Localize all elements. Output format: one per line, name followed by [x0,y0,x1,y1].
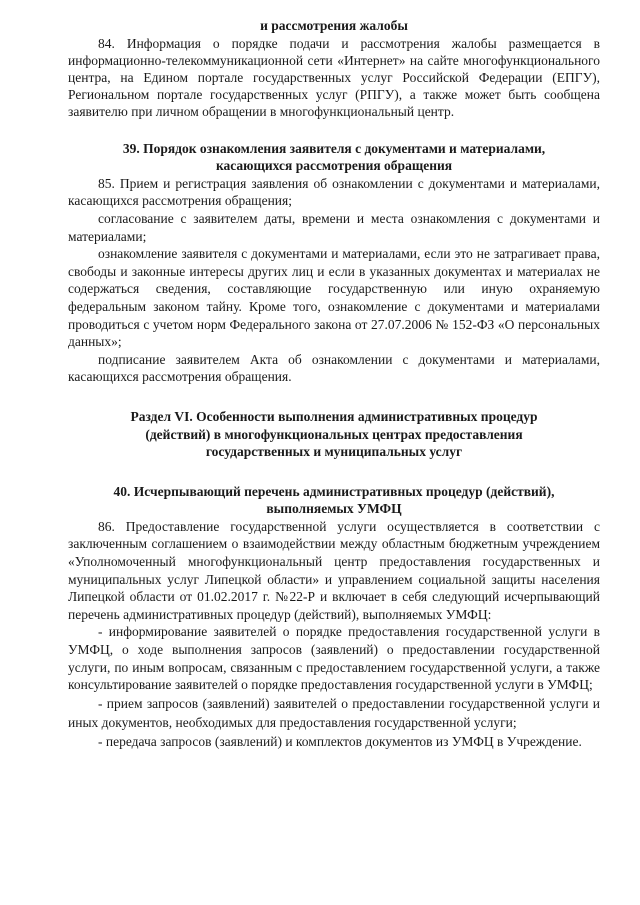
section-40-title-line-2: выполняемых УМФЦ [266,501,402,517]
section-40 [68,483,600,751]
paragraph-86: 86. Предоставление государственной услуги осуществляется в соответствии с заключенным соглашением о взаимодействии между областным бюджетным учреждением «Уполномоченный многофункциональный центр предоставления государственных и муниципальных услуг Липецкой области» и управлением социальной защиты населения Липецкой области от 01.02.2017 г. №22-Р и включает в себя следующий исчерпывающий перечень административных процедур (действий), выполняемых УМФЦ: [68,518,600,622]
paragraph-85-agreement: согласование с заявителем даты, времени и места ознакомления с документами и материалами; [68,210,600,244]
section-39-title-line-1: 39. Порядок ознакомления заявителя с документами и материалами, [122,140,546,156]
section-39 [68,140,600,386]
section-39-title-line-2: касающихся рассмотрения обращения [215,158,453,174]
section-vi-title-line-3: государственных и муниципальных услуг [205,444,463,460]
section-vi [68,408,600,461]
section-vi-title-line-1: Раздел VI. Особенности выполнения административных процедур [130,408,538,424]
heading-tail: и рассмотрения жалобы [260,18,408,33]
paragraph-85-signing: подписание заявителем Акта об ознакомлении с документами и материалами, касающихся рассмотрения обращения. [68,351,600,385]
list-item-transfer: - передача запросов (заявлений) и комплектов документов из УМФЦ в Учреждение. [98,733,582,749]
section-vi-title-line-2: (действий) в многофункциональных центрах предоставления [145,426,523,442]
section-40-title-line-1: 40. Исчерпывающий перечень административных процедур (действий), [113,483,555,499]
paragraph-84: 84. Информация о порядке подачи и рассмотрения жалобы размещается в информационно-телекоммуникационной сети «Интернет» на сайте многофункционального центра, на Едином портале государственных услуг Российской Федерации (ЕПГУ), Региональном портале государственных услуг (РПГУ), а также может быть сообщена заявителю при личном обращении в многофункциональный центр. [68,35,600,119]
list-item-informing: - информирование заявителей о порядке предоставления государственной услуги в УМФЦ, о ходе выполнения запросов (заявлений) о предоставлении государственной услуги, по иным вопросам, связанным с предоставлением государственной услуги, а также консультирование заявителей о порядке предоставления государственной услуги в УМФЦ; [68,624,600,693]
list-item-receiving: - прием запросов (заявлений) заявителей о предоставлении государственной услуги и иных документов, необходимых для предоставления государственной услуги; [68,695,600,730]
paragraph-85: 85. Прием и регистрация заявления об ознакомлении с документами и материалами, касающихся рассмотрения обращения; [68,175,600,209]
paragraph-85-familiarization: ознакомление заявителя с документами и материалами, если это не затрагивает права, свободы и законные интересы других лиц и если в указанных документах и материалах не содержаться сведения, составляющие государственную или иную охраняемую федеральным законом тайну. Кроме того, ознакомление с документами и материалами проводиться с учетом норм Федерального закона от 27.07.2006 № 152-ФЗ «О персональных данных»; [68,246,600,350]
